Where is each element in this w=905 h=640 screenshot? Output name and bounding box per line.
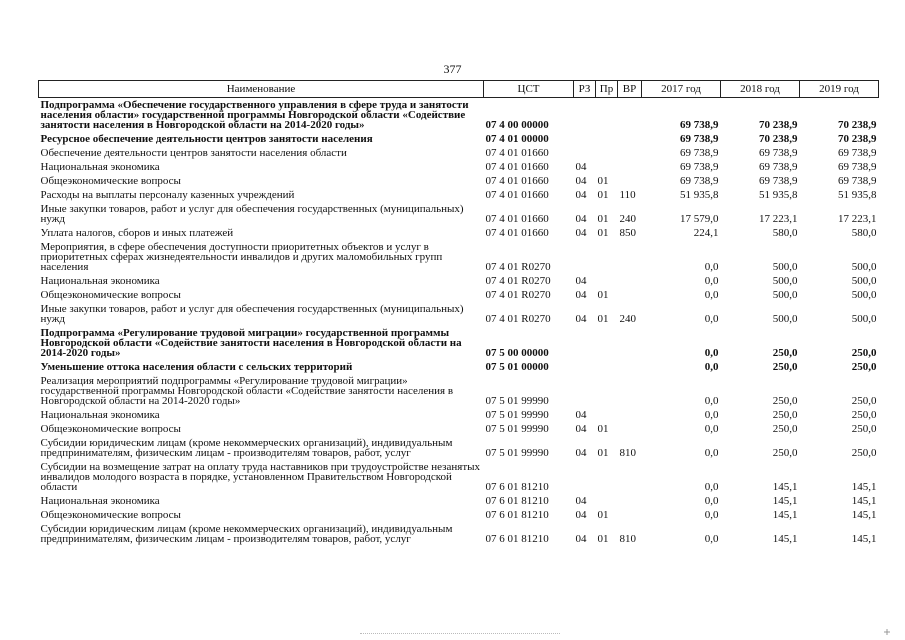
cell-pr — [596, 360, 618, 374]
cell-pr: 01 — [597, 189, 609, 201]
cell-2019: 250,0 — [851, 361, 877, 373]
table-row — [39, 326, 879, 360]
cell-cst: 07 5 00 00000 — [485, 347, 549, 359]
cell-2017: 17 579,0 — [680, 213, 719, 225]
cell-2018: 69 738,9 — [759, 175, 798, 187]
cell-2017: 0,0 — [704, 361, 719, 373]
cell-rz — [574, 146, 596, 160]
cell-2018: 500,0 — [772, 261, 798, 273]
cell-vr — [618, 240, 642, 274]
cell-name: Расходы на выплаты персоналу казенных учреждений — [40, 189, 295, 201]
cell-pr: 01 — [597, 509, 609, 521]
cell-name: Иные закупки товаров, работ и услуг для обеспечения государственных (муниципальных) нужд — [40, 203, 464, 225]
cell-cst: 07 5 01 99990 — [485, 409, 549, 421]
cell-name: Иные закупки товаров, работ и услуг для обеспечения государственных (муниципальных) нужд — [40, 303, 464, 325]
cell-vr — [618, 460, 642, 494]
header-2018: 2018 год — [721, 81, 800, 98]
cell-vr: 850 — [619, 227, 636, 239]
cell-rz: 04 — [575, 509, 587, 521]
cell-2017: 0,0 — [704, 395, 719, 407]
cell-2018: 580,0 — [772, 227, 798, 239]
cell-2018: 250,0 — [772, 409, 798, 421]
cell-2018: 500,0 — [772, 313, 798, 325]
cell-2018: 145,1 — [772, 509, 798, 521]
cell-2017: 0,0 — [704, 533, 719, 545]
cell-rz: 04 — [575, 495, 587, 507]
cell-2019: 51 935,8 — [838, 189, 877, 201]
cell-vr: 110 — [619, 189, 636, 201]
table-row — [39, 132, 879, 146]
cell-cst: 07 6 01 81210 — [485, 495, 549, 507]
cell-2017: 51 935,8 — [680, 189, 719, 201]
cell-pr — [596, 408, 618, 422]
table-row — [39, 408, 879, 422]
cell-rz: 04 — [575, 409, 587, 421]
cell-2017: 0,0 — [704, 347, 719, 359]
header-2019: 2019 год — [800, 81, 879, 98]
cell-2019: 145,1 — [851, 509, 877, 521]
cell-2019: 500,0 — [851, 289, 877, 301]
cell-2019: 69 738,9 — [838, 161, 877, 173]
cell-name: Ресурсное обеспечение деятельности центров занятости населения — [40, 133, 373, 145]
cell-pr: 01 — [597, 175, 609, 187]
cell-rz: 04 — [575, 275, 587, 287]
cell-vr — [618, 160, 642, 174]
table-row — [39, 146, 879, 160]
cell-2019: 145,1 — [851, 495, 877, 507]
table-row — [39, 494, 879, 508]
cell-name: Общеэкономические вопросы — [40, 175, 181, 187]
cell-pr: 01 — [597, 423, 609, 435]
cell-2019: 250,0 — [851, 423, 877, 435]
cell-2019: 70 238,9 — [838, 133, 877, 145]
header-2017: 2017 год — [642, 81, 721, 98]
cell-cst: 07 4 01 R0270 — [485, 275, 551, 287]
table-row — [39, 98, 879, 133]
cell-2018: 500,0 — [772, 289, 798, 301]
cell-cst: 07 4 01 R0270 — [485, 289, 551, 301]
cell-pr — [596, 460, 618, 494]
cell-pr: 01 — [597, 227, 609, 239]
cell-2018: 69 738,9 — [759, 161, 798, 173]
cell-2017: 0,0 — [704, 409, 719, 421]
cell-vr: 240 — [619, 213, 636, 225]
table-row — [39, 436, 879, 460]
cell-name: Общеэкономические вопросы — [40, 423, 181, 435]
cell-rz — [574, 374, 596, 408]
header-vr: ВР — [618, 81, 642, 98]
cell-name: Мероприятия, в сфере обеспечения доступности приоритетных объектов и услуг в приоритетных сферах жизнедеятельности инвалидов и других маломобильных групп населения — [40, 241, 443, 273]
cell-2018: 69 738,9 — [759, 147, 798, 159]
table-row — [39, 360, 879, 374]
table-row — [39, 160, 879, 174]
cell-2019: 250,0 — [851, 447, 877, 459]
cell-pr — [596, 274, 618, 288]
cell-cst: 07 4 01 01660 — [485, 213, 549, 225]
cell-vr — [618, 374, 642, 408]
cell-cst: 07 5 01 00000 — [485, 361, 549, 373]
cell-2019: 580,0 — [851, 227, 877, 239]
cell-vr — [618, 408, 642, 422]
scan-artifact — [360, 633, 560, 638]
cell-cst: 07 5 01 99990 — [485, 395, 549, 407]
cell-2017: 0,0 — [704, 495, 719, 507]
cell-rz: 04 — [575, 289, 587, 301]
table-row — [39, 422, 879, 436]
cell-rz — [574, 132, 596, 146]
table-row — [39, 460, 879, 494]
cell-2017: 69 738,9 — [680, 161, 719, 173]
cell-name: Уплата налогов, сборов и иных платежей — [40, 227, 234, 239]
cell-name: Субсидии на возмещение затрат на оплату труда наставников при трудоустройстве незанятых инвалидов молодого возраста в порядке, установленном Правительством Новгородской области — [40, 461, 481, 493]
cell-cst: 07 6 01 81210 — [485, 481, 549, 493]
header-cst: ЦСТ — [484, 81, 574, 98]
cell-pr: 01 — [597, 447, 609, 459]
cell-2018: 145,1 — [772, 495, 798, 507]
cell-pr — [596, 146, 618, 160]
cell-name: Национальная экономика — [40, 275, 160, 287]
cell-name: Подпрограмма «Обеспечение государственного управления в сфере труда и занятости населения области» государственной программы Новгородской области «Содействие занятости населения в Новгородской области на 2014-2020 годы» — [40, 99, 469, 131]
cell-cst: 07 4 01 01660 — [485, 161, 549, 173]
cell-2017: 0,0 — [704, 261, 719, 273]
corner-mark-icon — [883, 628, 891, 636]
cell-2018: 70 238,9 — [759, 119, 798, 131]
cell-pr — [596, 240, 618, 274]
cell-2017: 69 738,9 — [680, 147, 719, 159]
table-row — [39, 188, 879, 202]
cell-2019: 250,0 — [851, 347, 877, 359]
cell-2017: 0,0 — [704, 509, 719, 521]
cell-2018: 51 935,8 — [759, 189, 798, 201]
cell-2019: 70 238,9 — [838, 119, 877, 131]
cell-2017: 0,0 — [704, 275, 719, 287]
cell-vr — [618, 422, 642, 436]
cell-vr — [618, 146, 642, 160]
cell-rz: 04 — [575, 447, 587, 459]
cell-2017: 0,0 — [704, 447, 719, 459]
table-row — [39, 374, 879, 408]
table-row — [39, 508, 879, 522]
table-row — [39, 202, 879, 226]
cell-name: Субсидии юридическим лицам (кроме некоммерческих организаций), индивидуальным предпринимателям, физическим лицам - производителям товаров, работ, услуг — [40, 437, 453, 459]
cell-cst: 07 4 01 01660 — [485, 147, 549, 159]
cell-2019: 145,1 — [851, 481, 877, 493]
cell-vr — [618, 508, 642, 522]
header-rz: РЗ — [574, 81, 596, 98]
cell-cst: 07 6 01 81210 — [485, 533, 549, 545]
cell-2017: 0,0 — [704, 313, 719, 325]
cell-vr — [618, 326, 642, 360]
cell-2018: 250,0 — [772, 395, 798, 407]
cell-pr: 01 — [597, 213, 609, 225]
cell-rz: 04 — [575, 161, 587, 173]
cell-2019: 500,0 — [851, 261, 877, 273]
cell-rz: 04 — [575, 175, 587, 187]
cell-2018: 250,0 — [772, 361, 798, 373]
cell-cst: 07 4 01 01660 — [485, 175, 549, 187]
table-row — [39, 226, 879, 240]
cell-vr: 240 — [619, 313, 636, 325]
table-header — [39, 81, 879, 98]
cell-name: Общеэкономические вопросы — [40, 289, 181, 301]
cell-name: Уменьшение оттока населения области с сельских территорий — [40, 361, 353, 373]
cell-cst: 07 4 01 00000 — [485, 133, 549, 145]
cell-pr — [596, 98, 618, 133]
cell-2018: 145,1 — [772, 533, 798, 545]
cell-2018: 145,1 — [772, 481, 798, 493]
cell-name: Национальная экономика — [40, 495, 160, 507]
table-row — [39, 174, 879, 188]
cell-2017: 224,1 — [693, 227, 719, 239]
cell-cst: 07 4 01 R0270 — [485, 313, 551, 325]
cell-vr — [618, 288, 642, 302]
cell-cst: 07 5 01 99990 — [485, 447, 549, 459]
cell-2018: 500,0 — [772, 275, 798, 287]
cell-pr: 01 — [597, 313, 609, 325]
cell-2017: 69 738,9 — [680, 133, 719, 145]
table-row — [39, 302, 879, 326]
cell-2017: 0,0 — [704, 423, 719, 435]
cell-cst: 07 4 01 01660 — [485, 227, 549, 239]
cell-name: Субсидии юридическим лицам (кроме некоммерческих организаций), индивидуальным предпринимателям, физическим лицам - производителям товаров, работ, услуг — [40, 523, 453, 545]
header-pr: Пр — [596, 81, 618, 98]
table-body — [39, 98, 879, 547]
cell-rz — [574, 326, 596, 360]
cell-name: Реализация мероприятий подпрограммы «Регулирование трудовой миграции» государственной программы Новгородской области «Содействие занятости населения в Новгородской области на 2014-2020 годы» — [40, 375, 454, 407]
cell-rz — [574, 98, 596, 133]
cell-name: Национальная экономика — [40, 409, 160, 421]
cell-vr — [618, 174, 642, 188]
cell-name: Национальная экономика — [40, 161, 160, 173]
cell-2017: 69 738,9 — [680, 175, 719, 187]
cell-name: Обеспечение деятельности центров занятости населения области — [40, 147, 347, 159]
cell-cst: 07 4 00 00000 — [485, 119, 549, 131]
cell-vr — [618, 132, 642, 146]
header-name: Наименование — [39, 81, 484, 98]
cell-rz: 04 — [575, 313, 587, 325]
cell-pr — [596, 374, 618, 408]
cell-cst: 07 6 01 81210 — [485, 509, 549, 521]
cell-2018: 17 223,1 — [759, 213, 798, 225]
cell-cst: 07 5 01 99990 — [485, 423, 549, 435]
cell-name: Общеэкономические вопросы — [40, 509, 181, 521]
table-row — [39, 522, 879, 546]
cell-vr — [618, 494, 642, 508]
cell-pr — [596, 132, 618, 146]
cell-vr — [618, 98, 642, 133]
cell-vr — [618, 274, 642, 288]
cell-2017: 0,0 — [704, 289, 719, 301]
cell-pr — [596, 326, 618, 360]
cell-vr: 810 — [619, 533, 636, 545]
cell-cst: 07 4 01 R0270 — [485, 261, 551, 273]
cell-cst: 07 4 01 01660 — [485, 189, 549, 201]
cell-2019: 250,0 — [851, 395, 877, 407]
cell-2019: 17 223,1 — [838, 213, 877, 225]
cell-2019: 250,0 — [851, 409, 877, 421]
cell-pr: 01 — [597, 289, 609, 301]
cell-pr — [596, 494, 618, 508]
cell-rz — [574, 240, 596, 274]
cell-2019: 500,0 — [851, 275, 877, 287]
cell-rz: 04 — [575, 533, 587, 545]
cell-2018: 250,0 — [772, 347, 798, 359]
cell-pr — [596, 160, 618, 174]
cell-2017: 69 738,9 — [680, 119, 719, 131]
cell-2019: 69 738,9 — [838, 147, 877, 159]
cell-vr — [618, 360, 642, 374]
table-row — [39, 274, 879, 288]
cell-2018: 250,0 — [772, 447, 798, 459]
cell-rz: 04 — [575, 213, 587, 225]
cell-rz: 04 — [575, 423, 587, 435]
cell-2019: 69 738,9 — [838, 175, 877, 187]
cell-name: Подпрограмма «Регулирование трудовой миграции» государственной программы Новгородской области «Содействие занятости населения в Новгородской области на 2014-2020 годы» — [40, 327, 462, 359]
cell-rz — [574, 360, 596, 374]
cell-rz: 04 — [575, 227, 587, 239]
table-row — [39, 288, 879, 302]
cell-pr: 01 — [597, 533, 609, 545]
budget-table — [38, 80, 879, 546]
cell-rz — [574, 460, 596, 494]
cell-2018: 250,0 — [772, 423, 798, 435]
cell-2019: 145,1 — [851, 533, 877, 545]
cell-2018: 70 238,9 — [759, 133, 798, 145]
page-number: 377 — [443, 62, 462, 76]
table-row — [39, 240, 879, 274]
cell-2017: 0,0 — [704, 481, 719, 493]
cell-rz: 04 — [575, 189, 587, 201]
cell-vr: 810 — [619, 447, 636, 459]
cell-2019: 500,0 — [851, 313, 877, 325]
